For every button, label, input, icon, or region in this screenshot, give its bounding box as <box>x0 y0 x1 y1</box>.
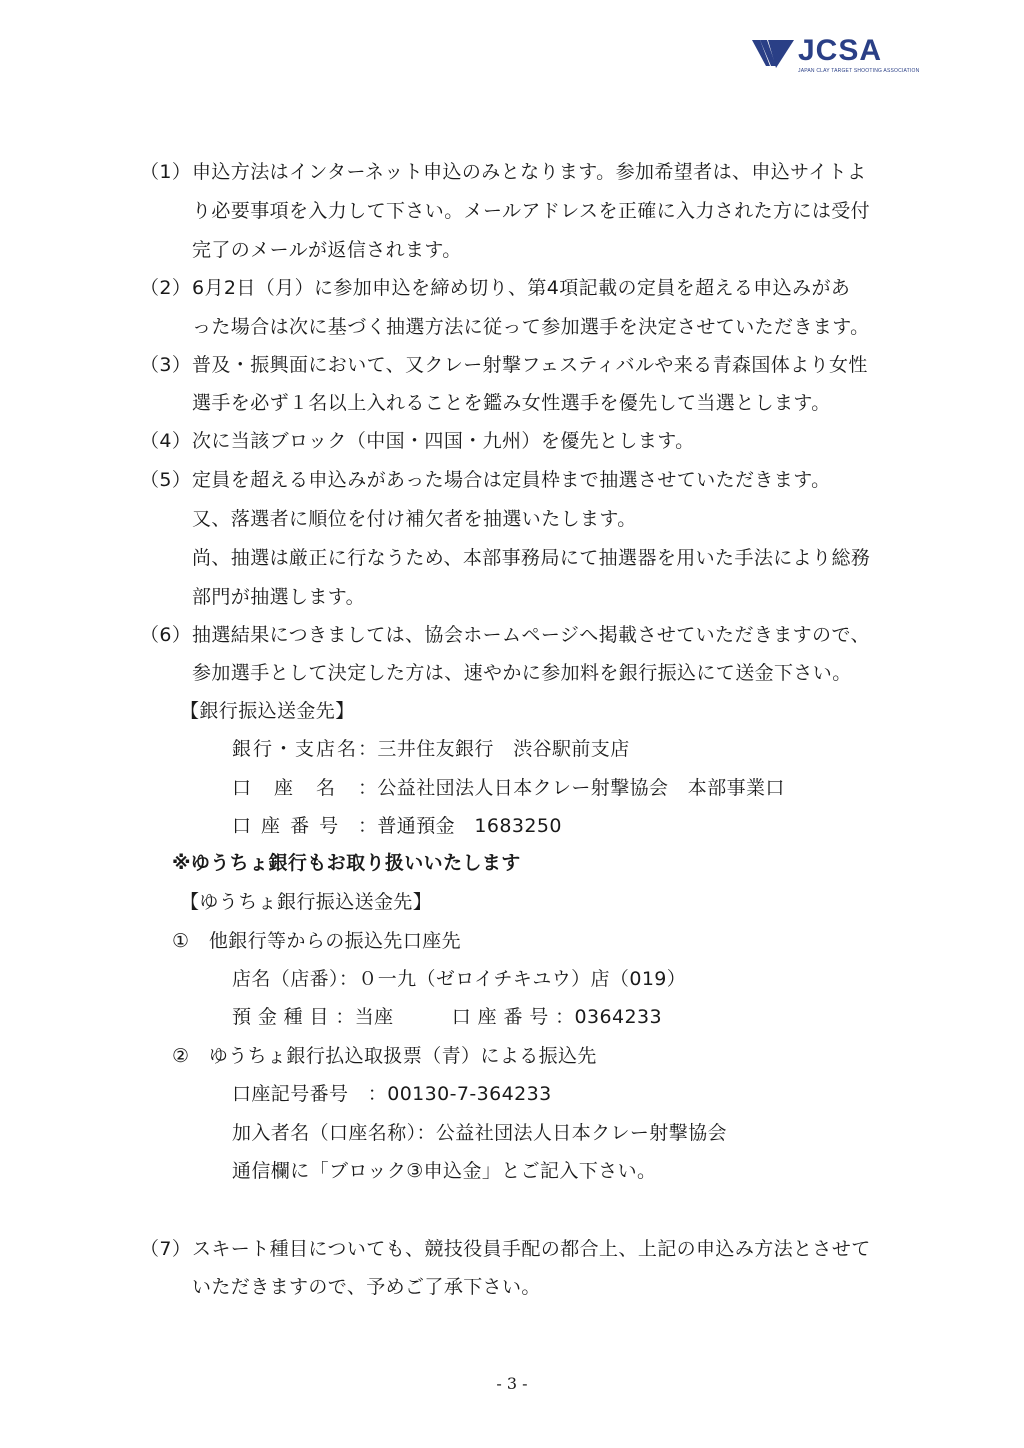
bank-account-number-row <box>232 814 562 838</box>
logo-text: JCSA <box>798 34 883 67</box>
bank-account-number-label: 口 座 番 号 <box>232 815 341 837</box>
item-3-line-2: 選手を必ず１名以上入れることを鑑み女性選手を優先して当選とします。 <box>192 392 831 414</box>
item-1-number: （1） <box>140 161 192 183</box>
bank-account-name-label: 口 座 名 <box>232 777 338 799</box>
item-2-line-1: 6月2日（月）に参加申込を締め切り、第4項記載の定員を超える申込みがあ <box>192 277 851 299</box>
bank-branch-label: 銀行・支店名 <box>232 738 359 760</box>
item-5-line-3: 尚、抽選は厳正に行なうため、本部事務局にて抽選器を用いた手法により総務 <box>192 547 871 569</box>
item-4-number: （4） <box>140 430 192 452</box>
page-number: - 3 - <box>496 1374 528 1393</box>
item-1-line-3: 完了のメールが返信されます。 <box>192 239 462 261</box>
item-6-line-1: 抽選結果につきましては、協会ホームページへ掲載させていただきますので、 <box>192 624 870 646</box>
yucho-option-2-name: 加入者名（口座名称）：公益社団法人日本クレー射撃協会 <box>232 1122 727 1144</box>
bank-account-number-value: ：普通預金 1683250 <box>358 815 562 837</box>
item-1-line-2: り必要事項を入力して下さい。メールアドレスを正確に入力された方には受付 <box>192 200 871 222</box>
jcsa-logo <box>752 34 920 84</box>
yucho-option-2-code: 口座記号番号 ：00130-7-364233 <box>232 1083 552 1105</box>
yucho-option-2-title: ② ゆうちょ銀行払込取扱票（青）による振込先 <box>172 1045 597 1067</box>
item-5-line-2: 又、落選者に順位を付け補欠者を抽選いたします。 <box>192 508 637 530</box>
yucho-heading: 【ゆうちょ銀行振込送金先】 <box>180 891 433 913</box>
bank-branch-value: ：三井住友銀行 渋谷駅前支店 <box>358 738 630 760</box>
logo-subtitle: JAPAN CLAY TARGET SHOOTING ASSOCIATION <box>798 68 920 74</box>
jcsa-logo-mark-icon <box>752 36 796 70</box>
item-5-line-1: 定員を超える申込みがあった場合は定員枠まで抽選させていただきます。 <box>192 469 831 491</box>
bank-account-name-row <box>232 776 785 800</box>
yucho-option-2-note: 通信欄に「ブロック③申込金」とご記入下さい。 <box>232 1160 657 1182</box>
item-2-number: （2） <box>140 277 192 299</box>
yucho-option-1-account: 預 金 種 目 ：当座 口 座 番 号 ：0364233 <box>232 1006 662 1028</box>
item-5-line-4: 部門が抽選します。 <box>192 586 366 608</box>
item-5-number: （5） <box>140 469 192 491</box>
item-6-number: （6） <box>140 624 192 646</box>
item-4-line-1: 次に当該ブロック（中国・四国・九州）を優先とします。 <box>192 430 695 452</box>
item-7-line-2: いただきますので、予めご了承下さい。 <box>192 1276 541 1298</box>
item-2-line-2: った場合は次に基づく抽選方法に従って参加選手を決定させていただきます。 <box>192 316 870 338</box>
bank-branch-row <box>232 737 630 761</box>
bank-heading: 【銀行振込送金先】 <box>180 700 355 722</box>
yucho-option-1-title: ① 他銀行等からの振込先口座先 <box>172 930 462 952</box>
item-6-line-2: 参加選手として決定した方は、速やかに参加料を銀行振込にて送金下さい。 <box>192 662 852 684</box>
bank-account-name-value: ：公益社団法人日本クレー射撃協会 本部事業口 <box>358 777 785 799</box>
item-7-line-1: スキート種目についても、競技役員手配の都合上、上記の申込み方法とさせて <box>192 1238 871 1260</box>
yucho-note: ※ゆうちょ銀行もお取り扱いいたします <box>172 852 521 874</box>
item-7-number: （7） <box>140 1238 192 1260</box>
item-3-line-1: 普及・振興面において、又クレー射撃フェスティバルや来る青森国体より女性 <box>192 354 868 376</box>
item-3-number: （3） <box>140 354 192 376</box>
item-1-line-1: 申込方法はインターネット申込のみとなります。参加希望者は、申込サイトよ <box>192 161 867 183</box>
yucho-option-1-store: 店名（店番）：０一九（ゼロイチキユウ）店（019） <box>232 968 687 990</box>
